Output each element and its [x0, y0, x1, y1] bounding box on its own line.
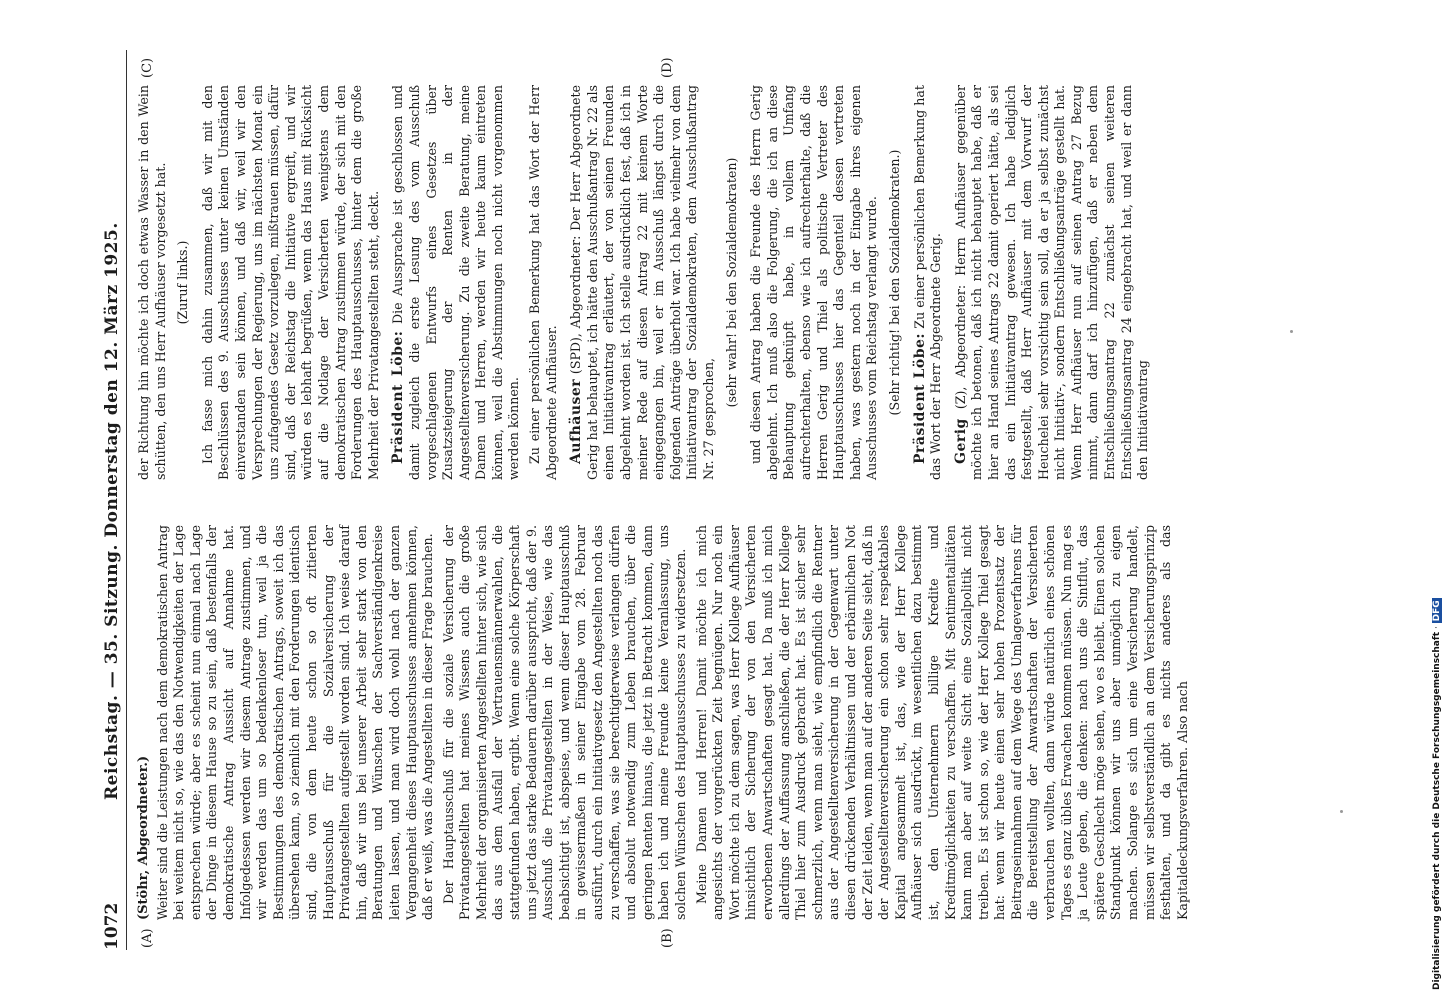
scan-speck: [1290, 330, 1293, 333]
speaker-tag: (Stöhr, Abgeordneter.): [136, 755, 151, 920]
document-page: [100, 50, 1330, 950]
margin-marker-d: (D): [660, 57, 675, 78]
speech-text: Zu einer persönlichen Bemerkung hat das Wort der Herr Abgeordnete Gerig.: [911, 85, 944, 480]
speech-paragraph: [953, 85, 1152, 480]
paragraph: der Richtung hin möchte ich doch etwas Wasser in den Wein schütten, den uns Herr Aufhäuser vorgesetzt hat.: [136, 85, 168, 480]
right-column: [136, 85, 1156, 480]
paragraph: Meine Damen und Herren! Damit möchte ich mich angesichts der vorgerückten Zeit begnügen. Nur noch ein Wort möchte ich zu dem sagen, was Herr Kollege Aufhäuser hinsichtlich der Sicherung der von den Versicherten erworbenen Anwartschaften gesagt hat. Da muß ich mich allerdings der Auffassung anschließen, die der Herr Kollege Thiel hier zum Ausdruck gebracht hat. Es ist sicher sehr schmerzlich, wenn man sieht, wie empfindlich die Rentner aus der Angestelltenversicherung in der Gegenwart unter diesen drückenden Verhältnissen und der erbärmlichen Not der Zeit leiden, wenn man auf der anderen Seite sieht, daß in der Angestelltenversicherung ein schon sehr respektables Kapital angesammelt ist, das, wie der Herr Kollege Aufhäuser sich ausdrückt, im wesentlichen dazu bestimmt ist, den Unternehmern billige Kredite und Kreditmöglichkeiten zu verschaffen. Mit Sentimentalitäten kann man aber auf weite Sicht eine Sozialpolitik nicht treiben. Es ist schon so, wie der Herr Kollege Thiel gesagt hat: wenn wir heute einen sehr hohen Prozentsatz der Beitragseinnahmen auf dem Wege des Umlageverfahrens für die Bereitstellung der Anwartschaften der Versicherten verbrauchen wollten, dann würde natürlich eines schönen Tages es ganz übles Erwachen kommen müssen. Nun mag es ja Leute geben, die denken: nach uns die Sintflut, das spätere Geschlecht möge sehen, wo es bleibt. Einen solchen Standpunkt können wir uns aber unmöglich zu eigen machen. Solange es sich um eine Versicherung handelt, müssen wir selbstverständlich an dem Versicherungsprinzip festhalten, und da gibt es nichts anderes als das Kapitaldeckungsverfahren. Also nach: [693, 525, 1190, 920]
speech-paragraph: [568, 85, 717, 480]
speech-text: (SPD), Abgeordneter: Der Herr Abgeordnete Gerig hat behauptet, ich hätte den Ausschußantrag Nr. 22 als einen Initiativantrag erläutert, der von seinen Freunden abgelehnt worden ist. Ich stelle ausdrücklich fest, daß ich in meiner Rede auf diesen Antrag 22 mit keinem Worte eingegangen bin, weil er im Ausschuß längst durch die folgenden Anträge überholt war. Ich habe vielmehr von dem Initiativantrag der Sozialdemokraten, dem Ausschußantrag Nr. 27 gesprochen,: [568, 85, 716, 480]
page-header: [100, 50, 127, 950]
margin-marker-b: (B): [660, 928, 675, 948]
paragraph: Zu einer persönlichen Bemerkung hat das Wort der Herr Abgeordnete Aufhäuser.: [527, 85, 559, 480]
speech-paragraph: [912, 85, 945, 480]
dfg-logo: DFG: [1432, 600, 1442, 622]
interjection: (Sehr richtig! bei den Sozialdemokraten.): [886, 149, 902, 416]
credit-text: Digitalisierung gefördert durch die Deutsche Forschungsgemeinschaft: [1432, 631, 1442, 990]
speaker-name: Präsident Löbe:: [390, 330, 407, 464]
speaker-name: Gerig: [952, 418, 969, 464]
scan-speck: [1340, 810, 1343, 813]
interjection: (Zuruf links.): [175, 240, 191, 325]
interjection: (sehr wahr! bei den Sozialdemokraten): [723, 157, 739, 408]
speaker-name: Aufhäuser: [568, 378, 585, 464]
dfg-credit-strip: Digitalisierung gefördert durch die Deutsche Forschungsgemeinschaft · DFG: [1432, 600, 1442, 990]
paragraph: Der Hauptausschuß für die soziale Versicherung der Privatangestellten hat meines Wissens auch die große Mehrheit der organisierten Angestellten hinter sich, wie sich das aus dem Ausfall der Vertrauensmännerwahlen, die stattgefunden haben, ergibt. Wenn eine solche Körperschaft uns jetzt das starke Bedauern darüber ausspricht, daß der 9. Ausschuß die Privatangestellten in der Weise, wie das beabsichtigt ist, abspeise, und wenn dieser Hauptausschuß in gewissermaßen in seiner Eingabe vom 28. Februar ausführt, durch ein Initiativgesetz den Angestellten noch das zu verschaffen, was sie berechtigterweise verlangen dürfen und absolut notwendig zum Leben brauchen, über die geringen Renten hinaus, die jetzt in Betracht kommen, dann haben ich und meine Freunde keine Veranlassung, uns solchen Wünschen des Hauptausschusses zu widersetzen.: [440, 525, 688, 920]
margin-marker-c: (C): [140, 57, 155, 78]
paragraph: und diesen Antrag haben die Freunde des Herrn Gerig abgelehnt. Ich muß also die Folgerung, die ich an diese Behauptung geknüpft habe, in vollem Umfang aufrechterhalten, ebenso wie ich aufrechterhalte, daß die Herren Gerig und Thiel als politische Vertreter des Hauptausschusses hier das Gegenteil dessen vertreten haben, was gestern noch in der Eingabe ihres eigenen Ausschusses vom Reichstag verlangt wurde.: [748, 85, 880, 480]
page-number: 1072: [102, 902, 122, 950]
margin-marker-a: (A): [140, 928, 155, 948]
paragraph: Ich fasse mich dahin zusammen, daß wir mit den Beschlüssen des 9. Ausschusses unter keinen Umständen einverstanden sein können, und daß wir, weil wir den Versprechungen der Regierung, uns im nächsten Monat ein uns zufagendes Gesetz vorzulegen, mißtrauen müssen, dafür sind, daß der Reichstag die Initiative ergreift, und wir würden es lebhaft begrüßen, wenn das Haus mit Rücksicht auf die Notlage der Versicherten wenigstens dem demokratischen Antrag zustimmen würde, der sich mit den Forderungen des Hauptausschusses, hinter dem die große Mehrheit der Privatangestellten steht, deckt.: [199, 85, 381, 480]
left-column: [136, 525, 1195, 920]
running-title: Reichstag. — 35. Sitzung. Donnerstag den 12. März 1925.: [102, 222, 122, 800]
speaker-name: Präsident Löbe:: [911, 332, 928, 464]
speech-text: (Z), Abgeordneter: Herrn Aufhäuser gegenüber möchte ich betonen, daß ich nicht behauptet habe, daß er hier an Hand seines Antrags 22 damit operiert hätte, als sei das ein Initiativantrag gewesen. Ich habe lediglich festgestellt, daß Herr Aufhäuser mit dem Vorwurf der Heuchelei sehr vorsichtig sein soll, da er ja selbst zunächst nicht Initiativ-, sondern Entschließungsanträge gestellt hat. Wenn Herr Aufhäuser nun auf seinen Antrag 27 Bezug nimmt, dann darf ich hinzufügen, daß er neben dem Entschließungsantrag 22 zunächst seinen weiteren Entschließungsantrag 24 eingebracht hat, und weil er dann den Initiativantrag: [952, 85, 1151, 480]
speech-paragraph: [390, 85, 523, 480]
speech-text: Die Aussprache ist geschlossen und damit zugleich die erste Lesung des vom Ausschuß vorgeschlagenen Entwurfs eines Gesetzes über Zusatzsteigerung der Renten in der Angestelltenversicherung. Zu die zweite Beratung, meine Damen und Herren, werden wir heute kaum eintreten können, weil die Abstimmungen noch nicht vorgenommen werden können.: [390, 85, 522, 480]
paragraph: Weiter sind die Leistungen nach dem demokratischen Antrag bei weitem nicht so, wie das den Notwendigkeiten der Lage entsprechen würde; aber es scheint nun einmal nach Lage der Dinge in diesem Hause so zu sein, daß bestenfalls der demokratische Antrag Aussicht auf Annahme hat. Infolgedessen werden wir diesem Antrage zustimmen, und wir werden das um so bedenkenloser tun, weil ja die Bestimmungen des demokratischen Antrags, soweit ich das übersehen kann, so ziemlich mit den Forderungen identisch sind, die von dem heute schon so oft zitierten Hauptausschuß für die Sozialversicherung der Privatangestellten aufgestellt worden sind. Ich weise darauf hin, daß wir uns bei unserer Arbeit sehr stark von den Beratungen und Wünschen der Sachverständigenkreise leiten lassen, und man wird doch wohl nach der ganzen Vergangenheit dieses Hauptausschusses annehmen können, daß er weiß, was die Angestellten in dieser Frage brauchen.: [154, 525, 436, 920]
